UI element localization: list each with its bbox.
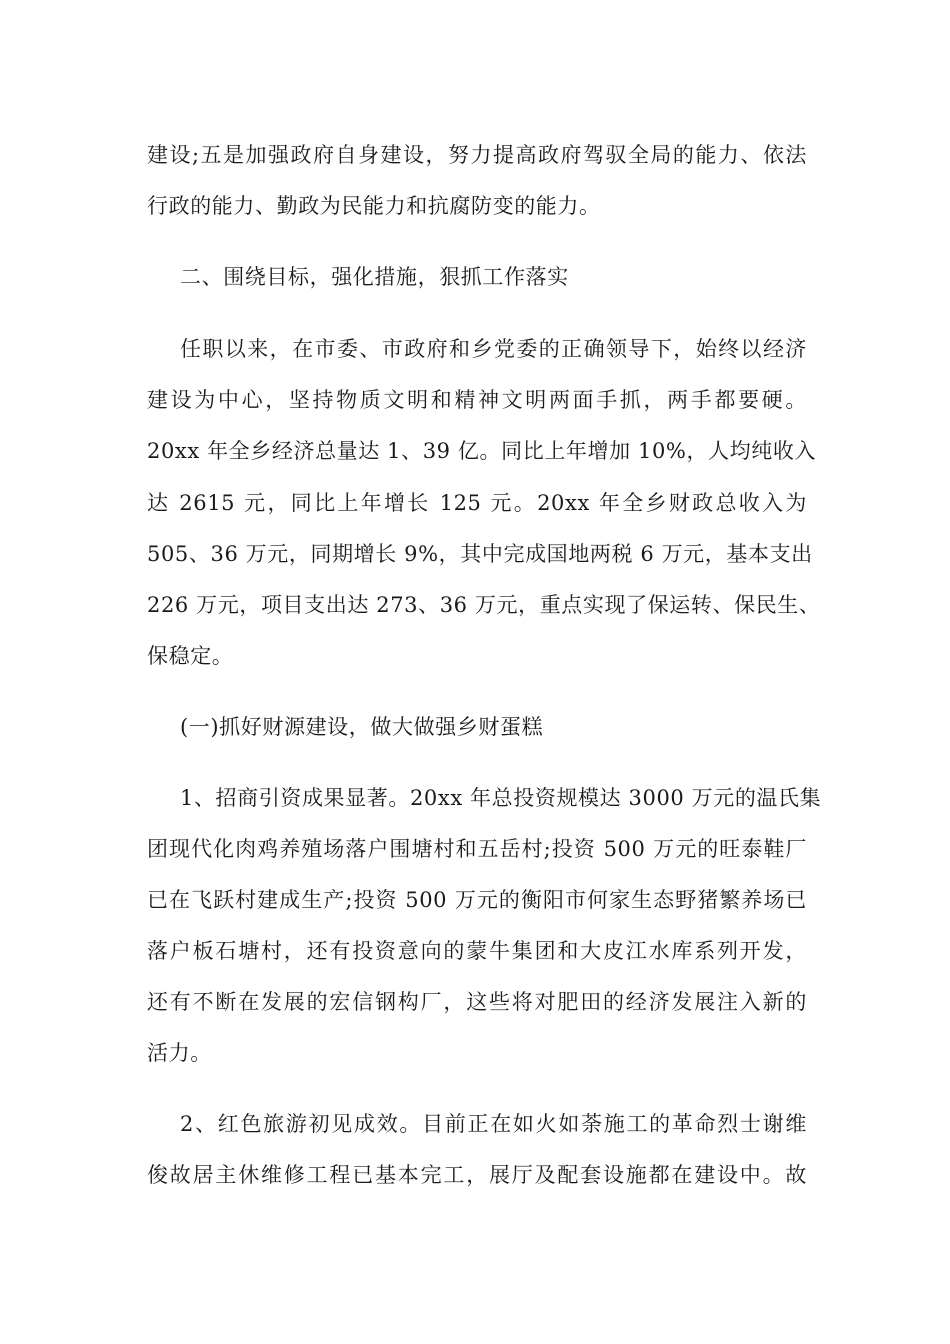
- paragraph-line: 20xx 年全乡经济总量达 1、39 亿。同比上年增加 10%，人均纯收入: [147, 439, 817, 463]
- paragraph-line: 团现代化肉鸡养殖场落户围塘村和五岳村;投资 500 万元的旺泰鞋厂: [147, 837, 807, 861]
- paragraph-line: 任职以来，在市委、市政府和乡党委的正确领导下，始终以经济: [180, 337, 807, 361]
- paragraph-line: 226 万元，项目支出达 273、36 万元，重点实现了保运转、保民生、: [147, 593, 821, 617]
- paragraph-line: 已在飞跃村建成生产;投资 500 万元的衡阳市何家生态野猪繁养场已: [147, 888, 807, 912]
- paragraph-line: 建设;五是加强政府自身建设，努力提高政府驾驭全局的能力、依法: [147, 143, 807, 167]
- paragraph-line: 保稳定。: [147, 644, 234, 668]
- paragraph-line: 俊故居主休维修工程已基本完工，展厅及配套设施都在建设中。故: [147, 1163, 807, 1187]
- paragraph-line: 行政的能力、勤政为民能力和抗腐防变的能力。: [147, 194, 601, 218]
- paragraph-line: 2、红色旅游初见成效。目前正在如火如荼施工的革命烈士谢维: [180, 1112, 807, 1136]
- paragraph-line: 达 2615 元，同比上年增长 125 元。20xx 年全乡财政总收入为: [147, 491, 807, 515]
- section-heading: 二、围绕目标，强化措施，狠抓工作落实: [180, 265, 569, 289]
- subsection-heading: (一)抓好财源建设，做大做强乡财蛋糕: [180, 715, 544, 739]
- paragraph-line: 1、招商引资成果显著。20xx 年总投资规模达 3000 万元的温氏集: [180, 786, 822, 810]
- paragraph-line: 建设为中心，坚持物质文明和精神文明两面手抓，两手都要硬。: [147, 388, 807, 412]
- paragraph-line: 还有不断在发展的宏信钢构厂，这些将对肥田的经济发展注入新的: [147, 990, 807, 1014]
- paragraph-line: 505、36 万元，同期增长 9%，其中完成国地两税 6 万元，基本支出: [147, 542, 813, 566]
- paragraph-line: 落户板石塘村，还有投资意向的蒙牛集团和大皮江水库系列开发，: [147, 939, 807, 963]
- paragraph-line: 活力。: [147, 1041, 212, 1065]
